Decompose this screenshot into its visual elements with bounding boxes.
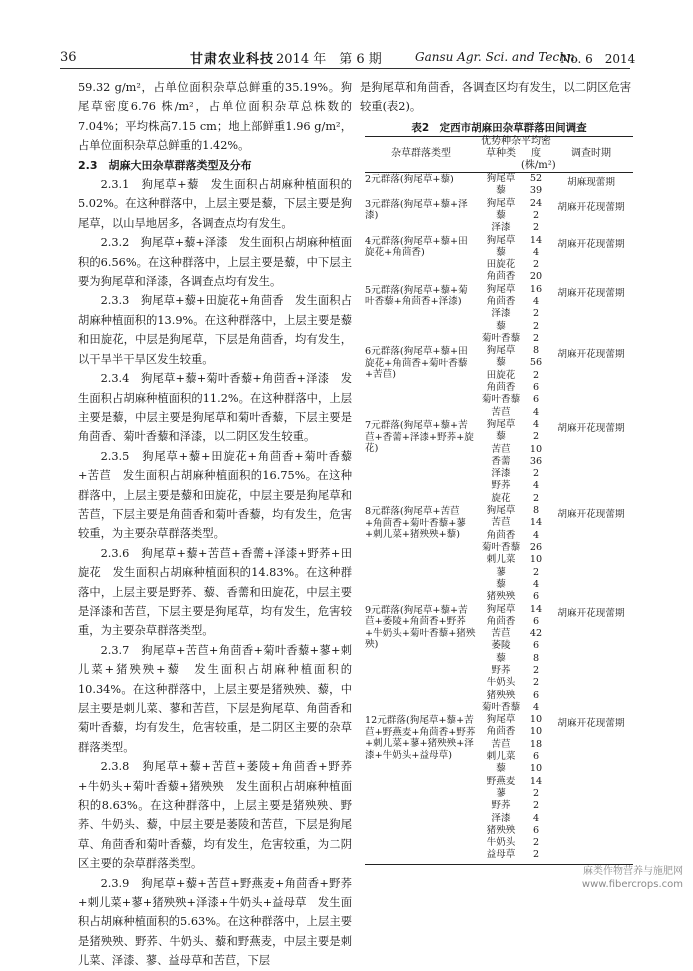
group-density-list (525, 345, 547, 419)
weed-density: 2 (532, 209, 540, 221)
journal-title-en: Gansu Agr. Sci. and Techn. (415, 50, 579, 64)
weed-species: 角茴香 (486, 529, 516, 541)
group-weed-list (478, 419, 524, 505)
group-density-list (525, 714, 547, 862)
weed-density: 14 (529, 517, 543, 529)
weed-density: 10 (529, 443, 543, 455)
weed-density: 8 (532, 345, 540, 357)
weed-species: 萎陵 (491, 640, 511, 652)
journal-title-cn: 甘肃农业科技 (190, 52, 275, 67)
weed-species: 藜 (496, 209, 506, 221)
weed-density: 2 (532, 369, 540, 381)
section-heading: 2.3 胡麻大田杂草群落类型及分布 (78, 158, 252, 172)
header-density: 平均密度(株/m²) (521, 136, 556, 171)
weed-species: 藜 (496, 185, 506, 197)
group-weed-list (478, 505, 524, 603)
group-weed-list (478, 604, 524, 715)
group-weed-list (478, 198, 524, 235)
right-intro-text: 是狗尾草和角茴香，各调查区均有发生，以二阴区危害较重(表2)。 (360, 81, 632, 114)
weed-density: 6 (532, 591, 540, 603)
survey-period: 胡麻开花现蕾期 (557, 423, 625, 434)
group-name: 9元群落(狗尾草+藜+苦苣+萎陵+角茴香+野荞+牛奶头+菊叶香藜+猪殃殃) (365, 604, 476, 650)
page-header (0, 0, 693, 72)
weed-density: 8 (532, 505, 540, 517)
group-density-list (525, 235, 547, 284)
weed-species: 狗尾草 (486, 173, 516, 184)
weed-species: 狗尾草 (486, 419, 516, 430)
weed-density: 4 (532, 529, 540, 541)
group-name: 7元群落(狗尾草+藜+苦苣+香薷+泽漆+野荞+旋花) (365, 420, 474, 454)
weed-density: 6 (532, 640, 540, 652)
weed-density: 20 (529, 271, 543, 283)
weed-species: 泽漆 (491, 222, 511, 234)
group-density-list (525, 505, 547, 603)
weed-species: 益母草 (486, 849, 516, 861)
weed-species: 角茴香 (486, 382, 516, 394)
weed-density: 52 (529, 173, 543, 184)
weed-density: 4 (532, 406, 540, 418)
weed-species: 狗尾草 (486, 283, 516, 295)
weed-density: 14 (529, 234, 543, 246)
weed-species: 藜 (496, 320, 506, 332)
watermark (582, 865, 683, 891)
weed-species: 苦苣 (491, 443, 511, 455)
weed-density: 6 (532, 382, 540, 394)
weed-density: 2 (532, 431, 540, 443)
survey-period: 胡麻开花现蕾期 (557, 238, 625, 250)
weed-density: 2 (532, 468, 540, 480)
weed-density: 42 (529, 628, 543, 640)
weed-species: 狗尾草 (486, 234, 516, 246)
weed-species: 角茴香 (486, 295, 516, 307)
weed-density: 26 (529, 541, 543, 553)
weed-density: 6 (532, 824, 540, 836)
group-weed-list (478, 173, 524, 198)
header-group: 杂草群落类型 (391, 148, 451, 159)
weed-species: 藜 (496, 763, 506, 775)
weed-density: 2 (532, 677, 540, 689)
weed-species: 藜 (496, 652, 506, 664)
group-name: 2元群落(狗尾草+藜) (365, 174, 454, 185)
weed-species: 苦苣 (491, 628, 511, 640)
weed-species: 藜 (496, 357, 506, 369)
weed-density: 2 (532, 837, 540, 849)
weed-density: 2 (532, 800, 540, 812)
weed-species: 菊叶香藜 (481, 394, 521, 406)
weed-species: 角茴香 (486, 615, 516, 627)
header-period: 调查时期 (571, 148, 611, 159)
weed-species: 牛奶头 (486, 677, 516, 689)
weed-density: 4 (532, 578, 540, 590)
paragraph-2-3-4: 2.3.4 狗尾草+藜+菊叶香藜+角茴香+泽漆 发生面积占胡麻种植面积的11.2%。在这种群落中，上层主要是藜，中层主要是狗尾草和菊叶香藜，下层主要是角茴香、菊叶香藜和泽漆，以二阴区发生较重。 (78, 372, 352, 444)
weed-density: 2 (532, 492, 540, 504)
weed-species: 狗尾草 (486, 603, 516, 615)
watermark-line1: 麻类作物营养与施肥网 (583, 866, 683, 877)
weed-species: 刺儿菜 (486, 554, 516, 566)
weed-density: 24 (529, 197, 543, 209)
weed-species: 田旋花 (486, 259, 516, 271)
group-density-list (525, 173, 547, 198)
weed-species: 藜 (496, 431, 506, 443)
weed-density: 4 (532, 246, 540, 258)
weed-density: 56 (529, 357, 543, 369)
paragraph-2-3-9: 2.3.9 狗尾草+藜+苦苣+野燕麦+角茴香+野荞+刺儿菜+蓼+猪殃殃+泽漆+牛奶头+益母草 发生面积占胡麻种植面积的5.63%。在这种群落中，上层主要是猪殃殃、野荞、牛奶头、藜和野燕麦，中层主要是刺儿菜、泽漆、蓼、益母草和苦苣，下层 (78, 876, 352, 968)
weed-density: 39 (529, 185, 543, 197)
weed-density: 2 (532, 332, 540, 344)
weed-density: 2 (532, 664, 540, 676)
weed-species: 泽漆 (491, 308, 511, 320)
weed-density: 4 (532, 701, 540, 713)
issue-en: No. 6 2014 (560, 52, 636, 66)
group-name: 4元群落(狗尾草+藜+田旋花+角茴香) (365, 235, 468, 258)
paragraph-2-3-5: 2.3.5 狗尾草+藜+田旋花+角茴香+菊叶香藜+苦苣 发生面积占胡麻种植面积的16.75%。在这种群落中，上层主要是藜和田旋花，中层主要是狗尾草和苦苣，下层主要是角茴香和菊叶香藜，均有发生，危害较重，为主要杂草群落类型。 (78, 449, 352, 541)
year-issue-cn: 2014 年 第 6 期 (276, 52, 382, 67)
weed-density: 4 (532, 812, 540, 824)
weed-density: 4 (532, 419, 540, 430)
survey-period: 胡麻开花现蕾期 (557, 607, 625, 619)
weed-species: 苦苣 (491, 406, 511, 418)
weed-species: 苦苣 (491, 738, 511, 750)
weed-species: 野荞 (491, 480, 511, 492)
survey-period: 胡麻开花现蕾期 (557, 287, 625, 299)
weed-density: 6 (532, 394, 540, 406)
header-weed: 优势种杂草种类 (481, 136, 521, 159)
paragraph-2-3-8: 2.3.8 狗尾草+藜+苦苣+萎陵+角茴香+野荞+牛奶头+菊叶香藜+猪殃殃 发生面积占胡麻种植面积的8.63%。在这种群落中，上层主要是猪殃殃、野荞、牛奶头、藜，中层主要是萎陵和苦苣，下层是狗尾草、角茴香和菊叶香藜，均有发生，危害较重，为二阴区主要的杂草群落类型。 (78, 760, 352, 871)
weed-species: 藜 (496, 246, 506, 258)
weed-species: 牛奶头 (486, 837, 516, 849)
group-density-list (525, 198, 547, 235)
weed-species: 香薷 (491, 455, 511, 467)
group-density-list (525, 284, 547, 345)
table-caption: 表2 定西市胡麻田杂草群落田间调查 (411, 122, 587, 134)
weed-species: 旋花 (491, 492, 511, 504)
weed-density: 4 (532, 295, 540, 307)
group-name: 5元群落(狗尾草+藜+菊叶香藜+角茴香+泽漆) (365, 284, 468, 308)
group-weed-list (478, 235, 524, 284)
page-number: 36 (60, 50, 77, 65)
weed-density: 6 (532, 615, 540, 627)
survey-period: 胡麻开花现蕾期 (557, 509, 625, 521)
group-name: 3元群落(狗尾草+藜+泽漆) (365, 198, 468, 222)
weed-species: 野燕麦 (486, 775, 516, 787)
weed-species: 猪殃殃 (486, 824, 516, 836)
weed-species: 泽漆 (491, 468, 511, 480)
weed-density: 18 (529, 738, 543, 750)
survey-period: 胡麻开花现蕾期 (557, 349, 625, 361)
group-weed-list (478, 284, 524, 345)
weed-density: 2 (532, 787, 540, 799)
weed-density: 4 (532, 480, 540, 492)
weed-species: 菊叶香藜 (481, 541, 521, 553)
weed-density: 2 (532, 259, 540, 271)
paragraph-2-3-7: 2.3.7 狗尾草+苦苣+角茴香+菊叶香藜+蓼+刺儿菜+猪殃殃+藜 发生面积占胡麻种植面积的10.34%。在这种群落中，上层主要是猪殃殃、藜，中层主要是刺儿菜、蓼和苦苣，下层是狗尾草、角茴香和菊叶香藜，均有发生，危害较重，是二阴区主要的杂草群落类型。 (78, 643, 352, 754)
weed-density: 10 (529, 554, 543, 566)
survey-period: 胡麻现蕾期 (567, 177, 615, 188)
group-name: 6元群落(狗尾草+藜+田旋花+角茴香+菊叶香藜+苦苣) (365, 346, 468, 381)
weed-species: 菊叶香藜 (481, 701, 521, 713)
weed-species: 狗尾草 (486, 505, 516, 517)
survey-period: 胡麻开花现蕾期 (557, 718, 625, 730)
right-column-intro (360, 78, 638, 117)
weed-species: 野荞 (491, 800, 511, 812)
group-weed-list (478, 345, 524, 419)
weed-density: 14 (529, 775, 543, 787)
weed-species: 菊叶香藜 (481, 332, 521, 344)
group-density-list (525, 419, 547, 505)
paragraph-2-3-3: 2.3.3 狗尾草+藜+田旋花+角茴香 发生面积占胡麻种植面积的13.9%。在这种群落中，上层主要是藜和田旋花，中层是狗尾草，下层是角茴香，均有发生，以干旱半干旱区发生较重。 (78, 294, 352, 366)
weed-species: 角茴香 (486, 271, 516, 283)
weed-species: 刺儿菜 (486, 751, 516, 763)
weed-density: 2 (532, 308, 540, 320)
weed-density: 10 (529, 714, 543, 726)
header-rule (60, 68, 630, 69)
weed-density: 36 (529, 455, 543, 467)
weed-species: 猪殃殃 (486, 591, 516, 603)
weed-species: 野荞 (491, 664, 511, 676)
weed-density: 14 (529, 603, 543, 615)
weed-density: 2 (532, 320, 540, 332)
weed-density: 2 (532, 849, 540, 861)
weed-density: 10 (529, 763, 543, 775)
weed-species: 角茴香 (486, 726, 516, 738)
weed-species: 蓼 (496, 566, 506, 578)
weed-density: 6 (532, 751, 540, 763)
weed-density: 6 (532, 689, 540, 701)
paragraph-2-3-6: 2.3.6 狗尾草+藜+苦苣+香薷+泽漆+野荞+田旋花 发生面积占胡麻种植面积的14.83%。在这种群落中，上层主要是野荞、藜、香薷和田旋花，中层主要是泽漆和苦苣，下层主要是狗尾草，均有发生，危害较重，为主要杂草群落类型。 (78, 546, 352, 638)
weed-species: 狗尾草 (486, 714, 516, 726)
paragraph-2-3-1: 2.3.1 狗尾草+藜 发生面积占胡麻种植面积的5.02%。在这种群落中，上层主要是藜，下层主要是狗尾草，以山旱地居多，各调查点均有发生。 (78, 178, 352, 230)
weed-density: 8 (532, 652, 540, 664)
group-name: 12元群落(狗尾草+藜+苦苣+野燕麦+角茴香+野荞+刺儿菜+蓼+猪殃殃+泽漆+牛奶头+益母草) (365, 715, 476, 761)
weed-density: 16 (529, 283, 543, 295)
weed-species: 狗尾草 (486, 197, 516, 209)
weed-species: 蓼 (496, 787, 506, 799)
intro-paragraph: 59.32 g/m²，占单位面积杂草总鲜重的35.19%。狗尾草密度6.76 株/m²，占单位面积杂草总株数的7.04%；平均株高7.15 cm；地上部鲜重1.96 g/m²，占单位面积杂草总鲜重的1.42%。 (78, 81, 352, 153)
group-density-list (525, 604, 547, 715)
survey-period: 胡麻开花现蕾期 (557, 201, 625, 213)
weed-species: 狗尾草 (486, 345, 516, 357)
weed-species: 泽漆 (491, 812, 511, 824)
weed-species: 田旋花 (486, 369, 516, 381)
left-column (78, 78, 352, 971)
weed-density: 2 (532, 222, 540, 234)
paragraph-2-3-2: 2.3.2 狗尾草+藜+泽漆 发生面积占胡麻种植面积的6.56%。在这种群落中，上层主要是藜，中下层主要为狗尾草和泽漆，各调查点均有发生。 (78, 236, 352, 289)
group-weed-list (478, 714, 524, 862)
weed-species: 苦苣 (491, 517, 511, 529)
weed-density: 2 (532, 566, 540, 578)
weed-species: 猪殃殃 (486, 689, 516, 701)
weed-species: 藜 (496, 578, 506, 590)
watermark-line2: www.fibercrops.com (581, 879, 683, 890)
group-name: 8元群落(狗尾草+苦苣+角茴香+菊叶香藜+蓼+刺儿菜+猪殃殃+藜) (365, 506, 466, 541)
weed-density: 10 (529, 726, 543, 738)
